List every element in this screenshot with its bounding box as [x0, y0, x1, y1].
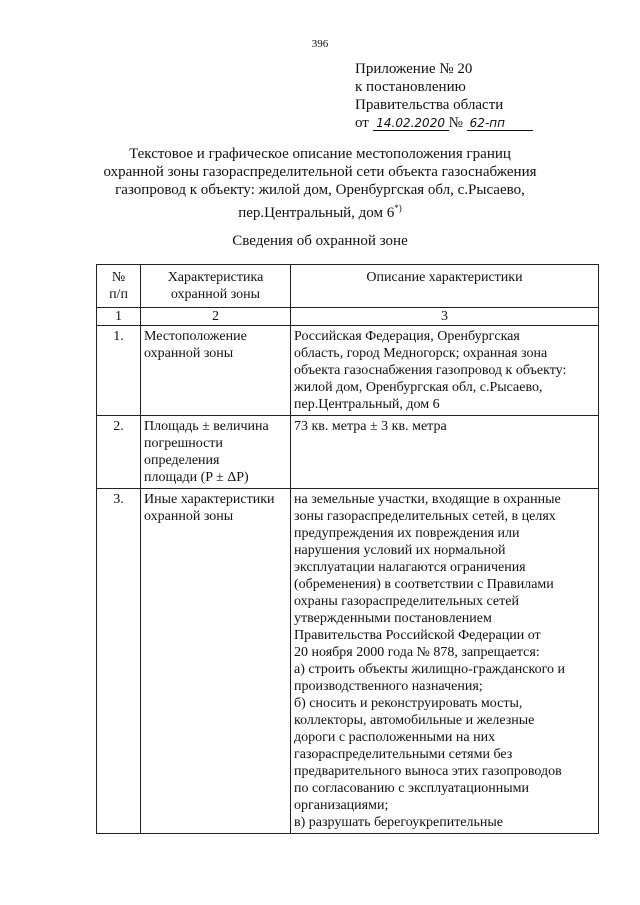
appendix-date-line — [355, 114, 533, 132]
header-characteristic — [141, 265, 291, 308]
appendix-line-1: Приложение № 20 — [355, 61, 473, 77]
section-subtitle: Сведения об охранной зоне — [232, 233, 408, 249]
document-title — [60, 145, 580, 222]
row-number: 3. — [97, 489, 141, 834]
title-line-1: Текстовое и графическое описание местоположения границ — [129, 146, 511, 162]
header-number-text: № п/п — [109, 270, 128, 302]
title-line-4-text: пер.Центральный, дом 6 — [238, 205, 395, 221]
column-number-1: 1 — [97, 308, 141, 326]
header-description — [291, 265, 599, 308]
appendix-line-3: Правительства области — [355, 97, 504, 113]
table-row — [97, 416, 599, 489]
row-number: 2. — [97, 416, 141, 489]
row-description: Российская Федерация, Оренбургская область, город Медногорск; охранная зона объекта газоснабжения газопровод к объекту: жилой дом, Оренбургская обл, с.Рысаево, пер.Центральный, дом 6 — [291, 326, 599, 416]
row-characteristic: Площадь ± величина погрешности определения площади (P ± ΔP) — [141, 416, 291, 489]
column-number-2: 2 — [141, 308, 291, 326]
table-row — [97, 489, 599, 834]
footnote-mark: *) — [394, 203, 402, 213]
title-line-2: охранной зоны газораспределительной сети объекта газоснабжения — [103, 164, 537, 180]
column-number-row — [97, 308, 599, 326]
table-row — [97, 326, 599, 416]
title-line-3: газопровод к объекту: жилой дом, Оренбургская обл, с.Рысаево, — [115, 182, 525, 198]
header-description-text: Описание характеристики — [366, 270, 523, 285]
number-sign: № — [448, 115, 463, 131]
protection-zone-table — [96, 264, 599, 834]
appendix-block — [355, 60, 533, 132]
handwritten-number: 62-пп — [467, 117, 533, 131]
row-description: на земельные участки, входящие в охранные зоны газораспределительных сетей, в целях предупреждения их повреждения или нарушения условий их нормальной эксплуатации налагаются ограничения (обременения) в соответствии с Правилами охраны газораспределительных сетей утвержденными постановлением Правительства Российской Федерации от 20 ноября 2000 года № 878, запрещается: а) строить объекты жилищно-гражданского и производственного назначения; б) сносить и реконструировать мосты, коллекторы, автомобильные и железные дороги с расположенными на них газораспределительными сетями без предварительного выноса этих газопроводов по согласованию с эксплуатационными организациями; в) разрушать берегоукрепительные — [291, 489, 599, 834]
row-characteristic: Местоположение охранной зоны — [141, 326, 291, 416]
appendix-line-2: к постановлению — [355, 79, 466, 95]
row-characteristic: Иные характеристики охранной зоны — [141, 489, 291, 834]
title-line-4 — [60, 199, 580, 222]
row-number: 1. — [97, 326, 141, 416]
table-header-row — [97, 265, 599, 308]
header-characteristic-text: Характеристика охранной зоны — [167, 270, 264, 302]
appendix-from-label: от — [355, 115, 369, 131]
header-number — [97, 265, 141, 308]
row-description: 73 кв. метра ± 3 кв. метра — [291, 416, 599, 489]
page-number: 396 — [311, 38, 329, 50]
column-number-3: 3 — [291, 308, 599, 326]
handwritten-date: 14.02.2020 — [373, 117, 449, 131]
